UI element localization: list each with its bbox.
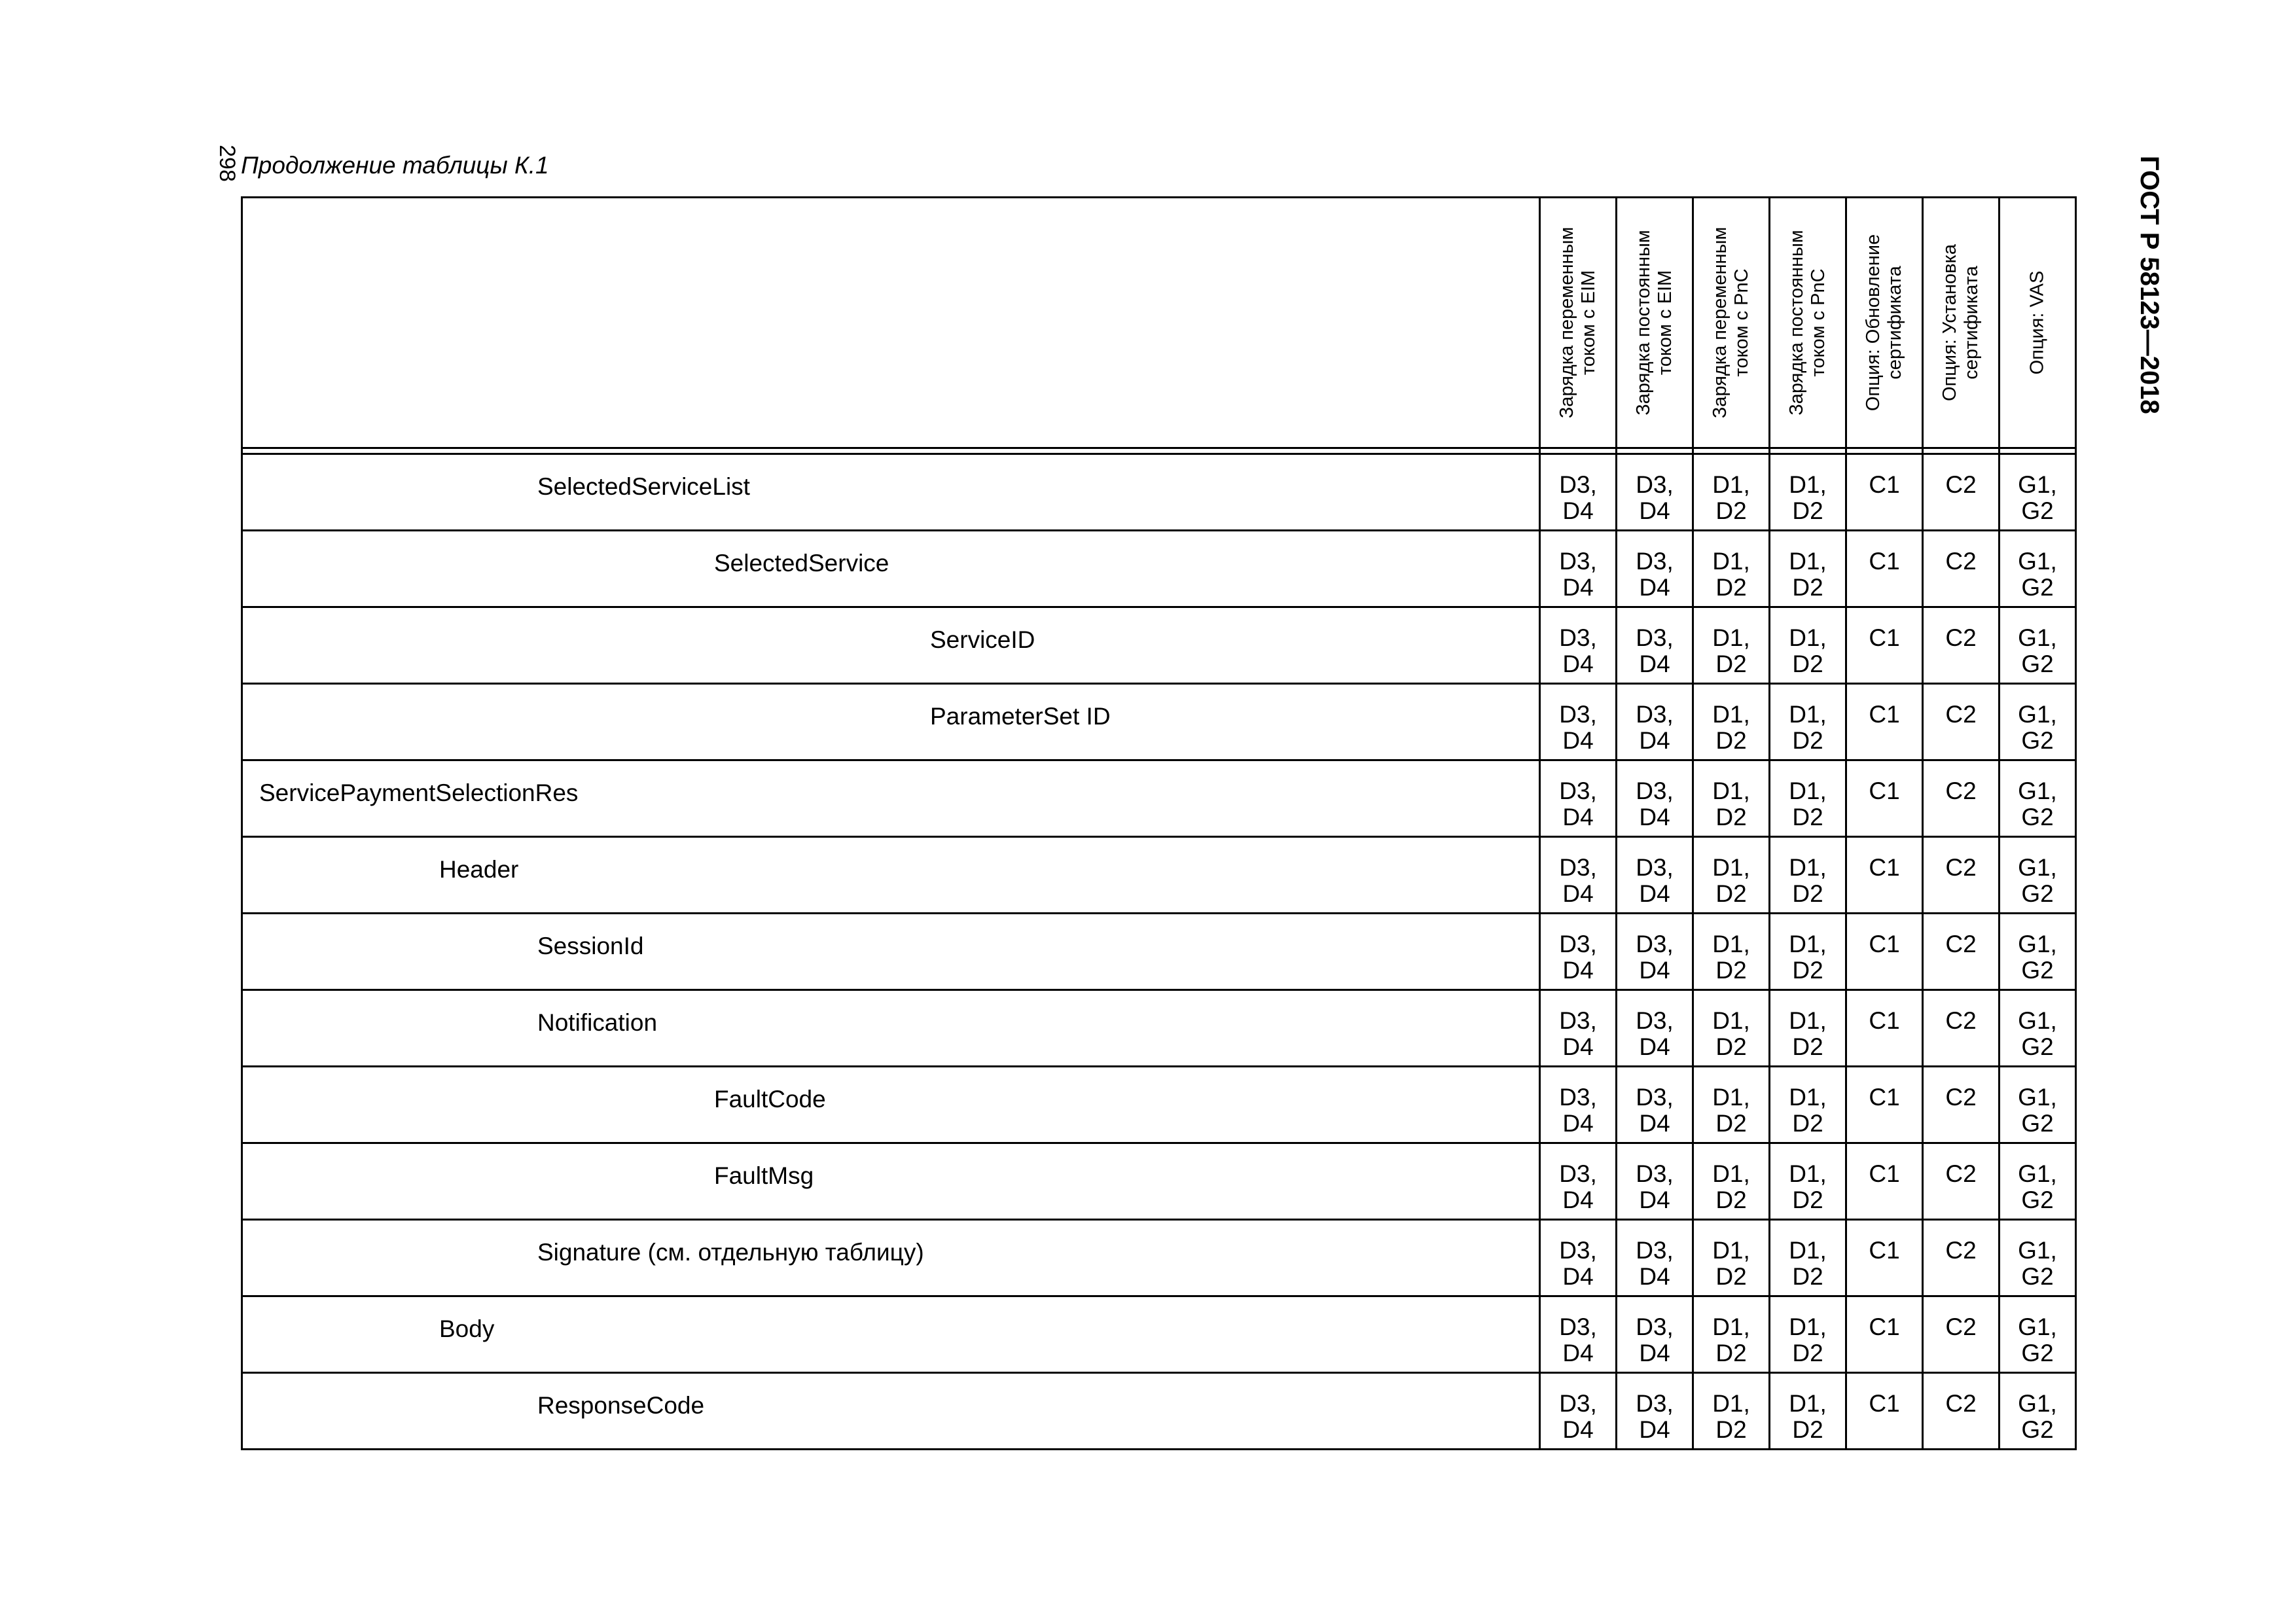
separator-cell <box>1923 448 2000 454</box>
column-header-label: Зарядка переменным током с EIM <box>1556 226 1599 419</box>
column-header <box>1540 198 1617 448</box>
requirement-value: D1, D2 <box>1789 548 1827 601</box>
requirement-value: G1, G2 <box>2018 624 2057 677</box>
requirement-value: D1, D2 <box>1712 1313 1750 1366</box>
requirement-cell <box>2000 837 2076 914</box>
requirement-cell <box>2000 990 2076 1067</box>
requirement-value: D3, D4 <box>1636 1007 1674 1060</box>
requirement-value: C1 <box>1869 1007 1900 1034</box>
requirement-value: D3, D4 <box>1636 1237 1674 1290</box>
requirement-cell <box>1693 914 1770 990</box>
table-row <box>242 531 2076 607</box>
requirement-cell <box>1617 837 1693 914</box>
requirement-cell <box>1540 1067 1617 1143</box>
requirement-cell <box>1540 914 1617 990</box>
requirement-value: D3, D4 <box>1559 1084 1597 1137</box>
column-header-label: Зарядка переменным током с PnC <box>1710 226 1752 419</box>
column-header <box>1617 198 1693 448</box>
requirement-value: G1, G2 <box>2018 548 2057 601</box>
column-header <box>2000 198 2076 448</box>
requirement-value: C1 <box>1869 701 1900 728</box>
requirement-cell <box>1846 531 1923 607</box>
requirement-cell <box>1617 760 1693 837</box>
column-header-label: Опция: Обновление сертификата <box>1863 234 1905 412</box>
requirement-value: D1, D2 <box>1789 624 1827 677</box>
requirement-value: D3, D4 <box>1636 854 1674 907</box>
requirement-value: C2 <box>1945 1007 1977 1034</box>
header-separator <box>242 448 2076 454</box>
requirement-value: G1, G2 <box>2018 1160 2057 1213</box>
table-row <box>242 914 2076 990</box>
requirement-cell <box>1617 454 1693 531</box>
requirement-cell <box>1693 1373 1770 1450</box>
requirement-value: G1, G2 <box>2018 931 2057 984</box>
requirement-cell <box>1846 760 1923 837</box>
table-body <box>242 448 2076 1450</box>
requirement-value: C1 <box>1869 1084 1900 1111</box>
requirement-cell <box>1770 760 1846 837</box>
element-name: ServiceID <box>930 626 1035 653</box>
requirement-value: G1, G2 <box>2018 854 2057 907</box>
requirement-value: D1, D2 <box>1789 1313 1827 1366</box>
column-header <box>1846 198 1923 448</box>
element-name-cell <box>242 760 1540 837</box>
requirement-value: G1, G2 <box>2018 1390 2057 1443</box>
requirement-cell <box>1846 837 1923 914</box>
requirement-value: D1, D2 <box>1789 471 1827 524</box>
requirement-cell <box>1770 454 1846 531</box>
requirement-cell <box>1846 1143 1923 1220</box>
header-blank-cell <box>242 198 1540 448</box>
element-name: ServicePaymentSelectionRes <box>259 779 579 806</box>
requirement-cell <box>2000 1296 2076 1373</box>
requirement-cell <box>1540 1143 1617 1220</box>
table-row <box>242 454 2076 531</box>
requirement-cell <box>1770 684 1846 760</box>
requirement-cell <box>1923 914 2000 990</box>
requirement-cell <box>1540 684 1617 760</box>
requirement-cell <box>2000 454 2076 531</box>
requirement-value: D1, D2 <box>1712 931 1750 984</box>
table-row <box>242 1296 2076 1373</box>
requirement-value: D1, D2 <box>1712 1237 1750 1290</box>
element-name: ResponseCode <box>537 1392 705 1419</box>
element-name: FaultMsg <box>714 1162 814 1189</box>
requirement-cell <box>1923 760 2000 837</box>
requirement-cell <box>1540 760 1617 837</box>
requirement-value: D3, D4 <box>1636 1313 1674 1366</box>
requirement-cell <box>1846 1296 1923 1373</box>
column-header <box>1693 198 1770 448</box>
requirement-value: G1, G2 <box>2018 1007 2057 1060</box>
requirement-value: D1, D2 <box>1789 777 1827 830</box>
requirement-value: G1, G2 <box>2018 1313 2057 1366</box>
requirement-value: D3, D4 <box>1559 1160 1597 1213</box>
requirement-value: G1, G2 <box>2018 471 2057 524</box>
requirement-value: D3, D4 <box>1636 1160 1674 1213</box>
separator-cell <box>1846 448 1923 454</box>
requirement-value: C2 <box>1945 1390 1977 1417</box>
requirement-cell <box>2000 684 2076 760</box>
requirement-value: G1, G2 <box>2018 777 2057 830</box>
requirement-value: D3, D4 <box>1559 1007 1597 1060</box>
requirement-value: D1, D2 <box>1789 1237 1827 1290</box>
requirement-cell <box>2000 607 2076 684</box>
requirement-cell <box>1923 1143 2000 1220</box>
requirement-cell <box>1693 531 1770 607</box>
requirement-cell <box>1617 1220 1693 1296</box>
requirement-value: D1, D2 <box>1712 1160 1750 1213</box>
requirement-cell <box>1923 1296 2000 1373</box>
requirement-value: D1, D2 <box>1789 701 1827 754</box>
requirement-value: C1 <box>1869 777 1900 804</box>
standard-code-header <box>2126 156 2165 431</box>
element-name-cell <box>242 1296 1540 1373</box>
requirement-value: D3, D4 <box>1636 1390 1674 1443</box>
requirement-value: D3, D4 <box>1559 931 1597 984</box>
column-header-label: Зарядка постоянным током с PnC <box>1786 230 1829 416</box>
requirement-cell <box>1617 1296 1693 1373</box>
requirement-cell <box>2000 1220 2076 1296</box>
separator-cell <box>1693 448 1770 454</box>
requirement-cell <box>1540 837 1617 914</box>
requirement-value: D1, D2 <box>1789 931 1827 984</box>
table-row <box>242 1143 2076 1220</box>
table-row <box>242 760 2076 837</box>
table-continuation-title: Продолжение таблицы К.1 <box>241 152 549 179</box>
requirements-table <box>241 196 2077 1450</box>
element-name: Header <box>439 856 519 883</box>
requirement-cell <box>1540 531 1617 607</box>
requirement-value: D3, D4 <box>1559 854 1597 907</box>
requirement-cell <box>1617 1143 1693 1220</box>
element-name-cell <box>242 914 1540 990</box>
element-name-cell <box>242 837 1540 914</box>
requirement-cell <box>1693 1143 1770 1220</box>
requirement-cell <box>1540 1373 1617 1450</box>
requirement-cell <box>1846 684 1923 760</box>
requirement-value: C2 <box>1945 701 1977 728</box>
requirement-value: G1, G2 <box>2018 1084 2057 1137</box>
requirement-cell <box>1617 990 1693 1067</box>
requirement-value: D1, D2 <box>1712 1084 1750 1137</box>
element-name: SelectedServiceList <box>537 473 750 500</box>
requirement-value: C1 <box>1869 548 1900 575</box>
element-name: SelectedService <box>714 550 889 577</box>
requirement-value: D3, D4 <box>1559 471 1597 524</box>
element-name-cell <box>242 990 1540 1067</box>
requirement-value: D1, D2 <box>1712 1390 1750 1443</box>
requirement-value: C1 <box>1869 1160 1900 1187</box>
requirement-value: D3, D4 <box>1636 777 1674 830</box>
requirement-cell <box>1846 1067 1923 1143</box>
requirement-value: C2 <box>1945 548 1977 575</box>
requirement-value: D1, D2 <box>1789 1007 1827 1060</box>
requirement-cell <box>1923 531 2000 607</box>
column-header-label: Зарядка постоянным током с EIM <box>1633 230 1676 416</box>
separator-cell <box>242 448 1540 454</box>
requirement-cell <box>1770 607 1846 684</box>
requirement-cell <box>1617 531 1693 607</box>
requirement-value: D3, D4 <box>1636 624 1674 677</box>
requirement-value: G1, G2 <box>2018 701 2057 754</box>
requirement-value: C1 <box>1869 471 1900 498</box>
requirement-cell <box>1770 1143 1846 1220</box>
table-row <box>242 990 2076 1067</box>
requirement-value: D3, D4 <box>1559 777 1597 830</box>
table-header-row <box>242 198 2076 448</box>
requirement-value: D1, D2 <box>1712 1007 1750 1060</box>
requirement-value: D3, D4 <box>1559 548 1597 601</box>
requirement-cell <box>1923 837 2000 914</box>
table-row <box>242 1220 2076 1296</box>
requirement-value: D3, D4 <box>1636 1084 1674 1137</box>
requirement-value: C2 <box>1945 1313 1977 1340</box>
requirement-cell <box>1693 990 1770 1067</box>
element-name: FaultCode <box>714 1086 826 1113</box>
requirement-value: D1, D2 <box>1789 1084 1827 1137</box>
requirement-cell <box>1846 607 1923 684</box>
element-name-cell <box>242 1373 1540 1450</box>
element-name-cell <box>242 454 1540 531</box>
element-name: Notification <box>537 1009 658 1036</box>
requirement-cell <box>1770 1373 1846 1450</box>
requirement-value: D1, D2 <box>1789 854 1827 907</box>
requirement-cell <box>1693 684 1770 760</box>
separator-cell <box>1540 448 1617 454</box>
requirement-value: D1, D2 <box>1789 1390 1827 1443</box>
column-header <box>1770 198 1846 448</box>
requirement-cell <box>1923 454 2000 531</box>
requirement-value: D3, D4 <box>1559 1390 1597 1443</box>
requirement-value: D3, D4 <box>1636 931 1674 984</box>
requirement-cell <box>1540 1296 1617 1373</box>
requirement-cell <box>2000 914 2076 990</box>
requirement-cell <box>1770 1296 1846 1373</box>
requirement-value: D1, D2 <box>1712 777 1750 830</box>
element-name-cell <box>242 684 1540 760</box>
requirement-value: C2 <box>1945 624 1977 651</box>
table-row <box>242 1067 2076 1143</box>
requirement-cell <box>1846 990 1923 1067</box>
requirement-cell <box>1770 837 1846 914</box>
requirement-value: D3, D4 <box>1559 624 1597 677</box>
requirement-cell <box>1923 1220 2000 1296</box>
page-number: 298 <box>214 145 240 182</box>
requirement-value: D3, D4 <box>1559 1313 1597 1366</box>
requirement-value: C1 <box>1869 624 1900 651</box>
requirement-cell <box>1923 990 2000 1067</box>
requirement-value: D1, D2 <box>1712 854 1750 907</box>
requirement-value: D1, D2 <box>1789 1160 1827 1213</box>
requirement-cell <box>1846 1373 1923 1450</box>
requirement-value: C2 <box>1945 471 1977 498</box>
requirement-value: D3, D4 <box>1559 1237 1597 1290</box>
requirement-cell <box>1770 531 1846 607</box>
requirement-cell <box>2000 1143 2076 1220</box>
requirement-cell <box>1846 914 1923 990</box>
requirement-value: D1, D2 <box>1712 701 1750 754</box>
requirement-value: D1, D2 <box>1712 471 1750 524</box>
column-header-label: Опция: Установка сертификата <box>1939 244 1982 401</box>
separator-cell <box>1770 448 1846 454</box>
element-name: Signature (см. отдельную таблицу) <box>537 1239 924 1266</box>
requirement-value: C1 <box>1869 931 1900 957</box>
requirement-value: C1 <box>1869 1313 1900 1340</box>
requirement-cell <box>1693 1067 1770 1143</box>
requirement-value: C2 <box>1945 1160 1977 1187</box>
requirement-cell <box>2000 1067 2076 1143</box>
requirement-value: C2 <box>1945 1084 1977 1111</box>
requirement-cell <box>1770 1220 1846 1296</box>
requirement-cell <box>1693 607 1770 684</box>
requirement-cell <box>1923 1373 2000 1450</box>
requirement-cell <box>1540 990 1617 1067</box>
requirement-cell <box>1617 914 1693 990</box>
requirement-value: D1, D2 <box>1712 548 1750 601</box>
table-row <box>242 1373 2076 1450</box>
requirement-cell <box>1846 454 1923 531</box>
element-name-cell <box>242 607 1540 684</box>
column-header-label: Опция: VAS <box>2026 270 2048 375</box>
requirement-value: C1 <box>1869 854 1900 881</box>
requirement-value: D3, D4 <box>1636 548 1674 601</box>
requirement-cell <box>1770 990 1846 1067</box>
requirement-cell <box>1693 454 1770 531</box>
requirement-value: C2 <box>1945 777 1977 804</box>
requirement-value: G1, G2 <box>2018 1237 2057 1290</box>
requirement-cell <box>2000 531 2076 607</box>
requirement-value: D3, D4 <box>1636 701 1674 754</box>
requirement-cell <box>2000 760 2076 837</box>
requirement-cell <box>1693 1296 1770 1373</box>
requirement-value: C2 <box>1945 931 1977 957</box>
requirement-value: D3, D4 <box>1636 471 1674 524</box>
column-header <box>1923 198 2000 448</box>
requirement-cell <box>1846 1220 1923 1296</box>
element-name: ParameterSet ID <box>930 703 1111 730</box>
element-name-cell <box>242 1143 1540 1220</box>
requirement-value: C2 <box>1945 1237 1977 1264</box>
table-row <box>242 837 2076 914</box>
requirement-cell <box>1770 1067 1846 1143</box>
requirement-value: C1 <box>1869 1390 1900 1417</box>
requirement-cell <box>1540 454 1617 531</box>
requirement-cell <box>2000 1373 2076 1450</box>
requirement-cell <box>1693 1220 1770 1296</box>
element-name: SessionId <box>537 933 644 959</box>
requirement-value: C1 <box>1869 1237 1900 1264</box>
requirement-cell <box>1617 684 1693 760</box>
element-name-cell <box>242 1220 1540 1296</box>
element-name: Body <box>439 1315 495 1342</box>
requirement-value: C2 <box>1945 854 1977 881</box>
requirement-cell <box>1617 1067 1693 1143</box>
requirement-cell <box>1617 607 1693 684</box>
requirement-cell <box>1923 684 2000 760</box>
separator-cell <box>2000 448 2076 454</box>
table-row <box>242 684 2076 760</box>
requirement-cell <box>1693 760 1770 837</box>
separator-cell <box>1617 448 1693 454</box>
requirement-value: D3, D4 <box>1559 701 1597 754</box>
requirement-cell <box>1923 1067 2000 1143</box>
standard-code: ГОСТ Р 58123—2018 <box>2135 156 2164 414</box>
requirement-cell <box>1540 607 1617 684</box>
requirement-cell <box>1923 607 2000 684</box>
requirement-cell <box>1617 1373 1693 1450</box>
element-name-cell <box>242 531 1540 607</box>
requirement-value: D1, D2 <box>1712 624 1750 677</box>
requirement-cell <box>1770 914 1846 990</box>
element-name-cell <box>242 1067 1540 1143</box>
requirement-cell <box>1540 1220 1617 1296</box>
requirement-cell <box>1693 837 1770 914</box>
table-row <box>242 607 2076 684</box>
